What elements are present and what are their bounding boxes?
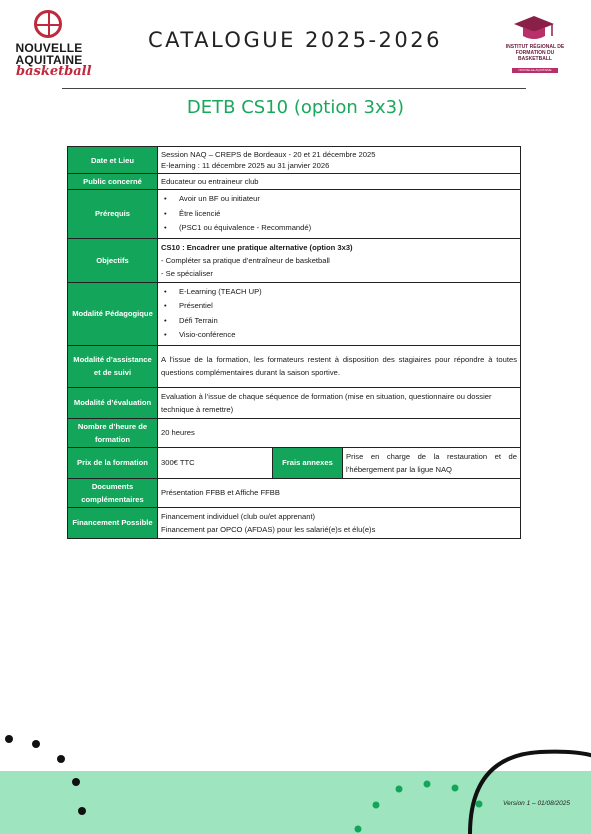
value-frais-annexes: Prise en charge de la restauration et de l’hébergement par la ligue NAQ [343, 447, 521, 478]
logo-line3: basketball [16, 64, 92, 79]
list-item: • Avoir un BF ou initiateur [161, 192, 517, 207]
row-financement [68, 507, 521, 538]
modalite-list [161, 285, 517, 343]
decor-dot [452, 785, 459, 792]
version-label: Version 1 – 01/08/2025 [503, 800, 570, 807]
value-objectifs [158, 238, 521, 282]
value-documents: Présentation FFBB et Affiche FFBB [158, 478, 521, 507]
irfb-logo-band: NOUVELLE-AQUITAINE [512, 68, 558, 73]
row-objectifs [68, 238, 521, 282]
row-date-lieu [68, 147, 521, 174]
value-heures: 20 heures [158, 418, 521, 447]
row-modalite-pedagogique [68, 282, 521, 345]
decor-dot [396, 786, 403, 793]
decor-dot [32, 740, 40, 748]
row-prix [68, 447, 521, 478]
decor-dot [72, 778, 80, 786]
decor-dot [424, 781, 431, 788]
label-modalite-pedagogique: Modalité Pédagogique [68, 282, 158, 345]
list-item: • Présentiel [161, 299, 517, 314]
graduation-cap-icon [512, 14, 556, 44]
list-item: • Défi Terrain [161, 314, 517, 329]
financement-line2: Financement par OPCO (AFDAS) pour les salarié(e)s et élu(e)s [161, 524, 376, 534]
course-title: DETB CS10 (option 3x3) [186, 97, 405, 118]
label-modalite-assistance: Modalité d’assistance et de suivi [68, 345, 158, 387]
label-heures: Nombre d’heure de formation [68, 418, 158, 447]
decor-dot [476, 801, 483, 808]
value-modalite-assistance: A l’issue de la formation, les formateurs restent à disposition des stagiaires pour répondre à toutes questions complémentaires durant la saison sportive. [158, 345, 521, 387]
value-prix: 300€ TTC [158, 447, 273, 478]
value-date-lieu [158, 147, 521, 174]
objectifs-line2: - Se spécialiser [161, 268, 213, 278]
label-objectifs: Objectifs [68, 238, 158, 282]
objectifs-heading: CS10 : Encadrer une pratique alternative (option 3x3) [161, 242, 353, 252]
decor-dot [78, 807, 86, 815]
label-prerequis: Prérequis [68, 190, 158, 239]
date-line1: Session NAQ – CREPS de Bordeaux - 20 et 21 décembre 2025 [161, 150, 376, 159]
decor-dot [373, 802, 380, 809]
list-item: • E-Learning (TEACH UP) [161, 285, 517, 300]
decor-dot [5, 735, 13, 743]
decor-dot [355, 826, 362, 833]
logo-line2: AQUITAINE [15, 53, 83, 67]
header-divider [62, 88, 526, 89]
objectifs-line1: - Compléter sa pratique d’entraîneur de basketball [161, 255, 330, 265]
decor-dot [57, 755, 65, 763]
row-heures [68, 418, 521, 447]
irfb-logo-text: INSTITUT RÉGIONAL DE FORMATION DU BASKETBALL [505, 44, 565, 62]
nouvelle-aquitaine-basketball-logo [10, 8, 92, 79]
value-modalite-pedagogique [158, 282, 521, 345]
label-documents: Documents complémentaires [68, 478, 158, 507]
label-modalite-evaluation: Modalité d’évaluation [68, 387, 158, 418]
label-frais-annexes: Frais annexes [273, 447, 343, 478]
page-title: CATALOGUE 2025-2026 [148, 28, 442, 52]
label-prix: Prix de la formation [68, 447, 158, 478]
list-item: • Visio-conférence [161, 328, 517, 343]
course-info-table [67, 146, 521, 539]
list-item: • Être licencié [161, 207, 517, 222]
label-financement: Financement Possible [68, 507, 158, 538]
row-modalite-evaluation [68, 387, 521, 418]
logo-line1: NOUVELLE [15, 41, 83, 55]
list-item: • (PSC1 ou équivalence - Recommandé) [161, 221, 517, 236]
value-public: Educateur ou entraineur club [158, 174, 521, 190]
date-line2: E-learning : 11 décembre 2025 au 31 janvier 2026 [161, 161, 330, 170]
label-public: Public concerné [68, 174, 158, 190]
row-public [68, 174, 521, 190]
basketball-icon [34, 10, 62, 38]
footer-decoration [0, 700, 591, 834]
value-financement [158, 507, 521, 538]
value-modalite-evaluation: Evaluation à l’issue de chaque séquence de formation (mise en situation, questionnaire ou dossier technique à remettre) [158, 387, 521, 418]
label-date-lieu: Date et Lieu [68, 147, 158, 174]
value-prerequis [158, 190, 521, 239]
row-modalite-assistance [68, 345, 521, 387]
prerequis-list [161, 192, 517, 236]
financement-line1: Financement individuel (club ou/et apprenant) [161, 511, 316, 521]
row-prerequis [68, 190, 521, 239]
court-arc [470, 752, 591, 834]
irfb-logo [500, 12, 570, 76]
row-documents [68, 478, 521, 507]
